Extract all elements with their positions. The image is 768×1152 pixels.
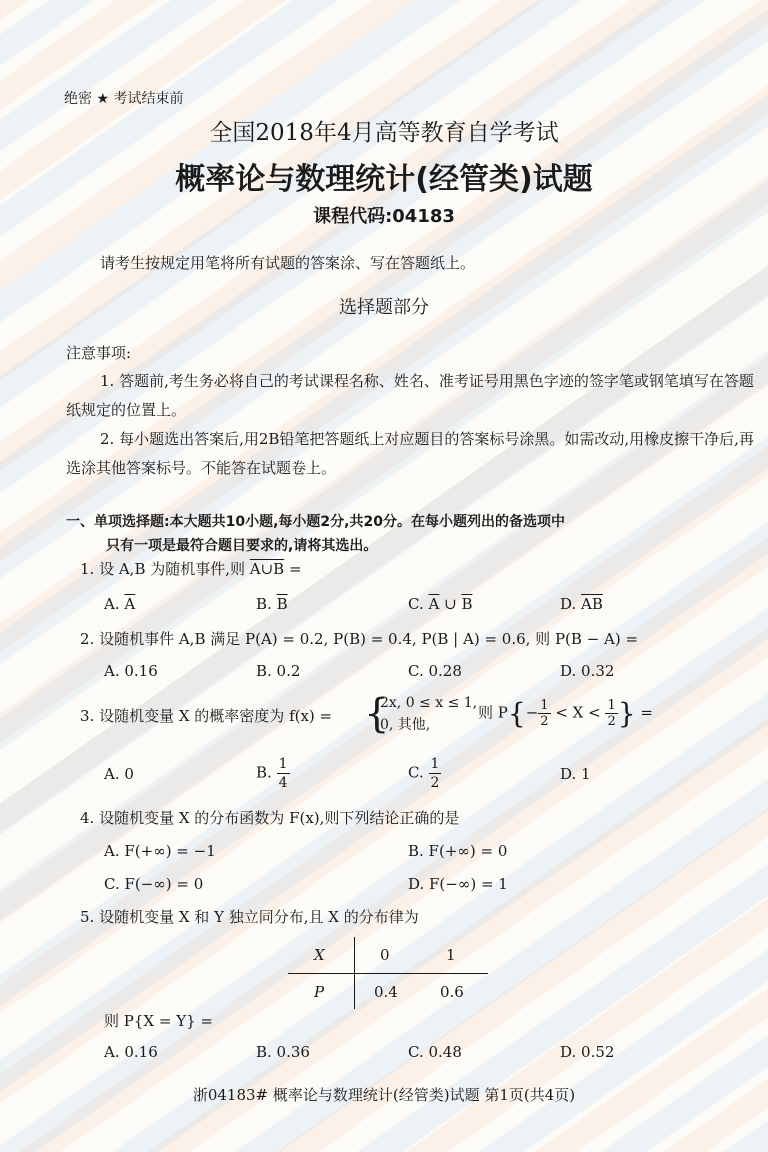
course-code: 课程代码:04183 <box>313 206 455 227</box>
q5-tail: 则 P{X = Y} = <box>104 1012 213 1030</box>
q3-probability: 则 P{− $\frac{1}{2}$ < X < $\frac{1}{2}$ } = <box>478 697 653 730</box>
table-cell: 0.6 <box>440 983 464 1001</box>
question-5-stem: 5. 设随机变量 X 和 Y 独立同分布,且 X 的分布律为 <box>80 908 419 926</box>
q3-option-c: C. $\frac{1}{2}$ <box>408 756 440 791</box>
q1-option-b: B. $\overline{B}$ <box>256 595 288 613</box>
paper-title: 概率论与数理统计(经管类)试题 <box>175 162 593 197</box>
table-cell: P <box>314 983 325 1001</box>
q1-option-c: C. $\overline{A}$ ∪ $\overline{B}$ <box>408 595 473 613</box>
notes-heading: 注意事项: <box>66 344 132 362</box>
table-cell: 1 <box>446 946 456 964</box>
q3-brace: { <box>364 691 390 737</box>
q4-option-d: D. F(−∞) = 1 <box>408 875 508 893</box>
part-heading <box>66 510 726 558</box>
confidential-label: 绝密 ★ 考试结束前 <box>64 91 184 107</box>
exam-title: 全国2018年4月高等教育自学考试 <box>209 120 559 146</box>
section-title: 选择题部分 <box>339 297 429 318</box>
question-4-stem: 4. 设随机变量 X 的分布函数为 F(x),则下列结论正确的是 <box>80 809 460 827</box>
question-1-stem: 1. 设 A,B 为随机事件,则 A∪B = <box>80 560 302 578</box>
table-cell: 0 <box>380 946 390 964</box>
q4-option-c: C. F(−∞) = 0 <box>104 875 204 893</box>
q5-option-c: C. 0.48 <box>408 1043 462 1061</box>
question-2-stem: 2. 设随机事件 A,B 满足 P(A) = 0.2, P(B) = 0.4, P(B | A) = 0.6, 则 P(B − A) = <box>80 630 639 648</box>
part-heading-line1: 一、单项选择题:本大题共10小题,每小题2分,共20分。在每小题列出的备选项中 <box>66 514 565 530</box>
question-3-stem: 3. 设随机变量 X 的概率密度为 f(x) = <box>80 707 333 725</box>
q5-option-b: B. 0.36 <box>256 1043 310 1061</box>
q2-option-c: C. 0.28 <box>408 662 462 680</box>
distribution-table <box>288 937 488 1009</box>
q1-expression: A∪B <box>249 560 285 578</box>
q4-option-a: A. F(+∞) = −1 <box>104 842 216 860</box>
instruction-text: 请考生按规定用笔将所有试题的答案涂、写在答题纸上。 <box>100 254 476 272</box>
page-footer: 浙04183# 概率论与数理统计(经管类)试题 第1页(共4页) <box>192 1086 576 1104</box>
q1-option-d: D. $\overline{AB}$ <box>560 595 603 613</box>
q2-option-b: B. 0.2 <box>256 662 301 680</box>
q3-option-a: A. 0 <box>104 765 134 783</box>
table-cell: X <box>314 946 325 964</box>
q4-option-b: B. F(+∞) = 0 <box>408 842 508 860</box>
q1-option-a: A. $\overline{A}$ <box>104 595 136 613</box>
q2-option-d: D. 0.32 <box>560 662 615 680</box>
q3-option-d: D. 1 <box>560 765 591 783</box>
q3-cases: 2x, 0 ≤ x ≤ 1, 0, 其他, <box>380 695 478 733</box>
q5-option-d: D. 0.52 <box>560 1043 615 1061</box>
note-item: 2. 每小题选出答案后,用2B铅笔把答题纸上对应题目的答案标号涂黑。如需改动,用橡皮擦干净后,再选涂其他答案标号。不能答在试题卷上。 <box>66 430 754 477</box>
q2-option-a: A. 0.16 <box>104 662 158 680</box>
q5-option-a: A. 0.16 <box>104 1043 158 1061</box>
table-cell: 0.4 <box>374 983 398 1001</box>
part-heading-line2: 只有一项是最符合题目要求的,请将其选出。 <box>106 538 378 554</box>
note-item: 1. 答题前,考生务必将自己的考试课程名称、姓名、准考证号用黑色字迹的签字笔或钢笔填写在答题纸规定的位置上。 <box>66 372 754 419</box>
q3-option-b: B. $\frac{1}{4}$ <box>256 756 288 791</box>
